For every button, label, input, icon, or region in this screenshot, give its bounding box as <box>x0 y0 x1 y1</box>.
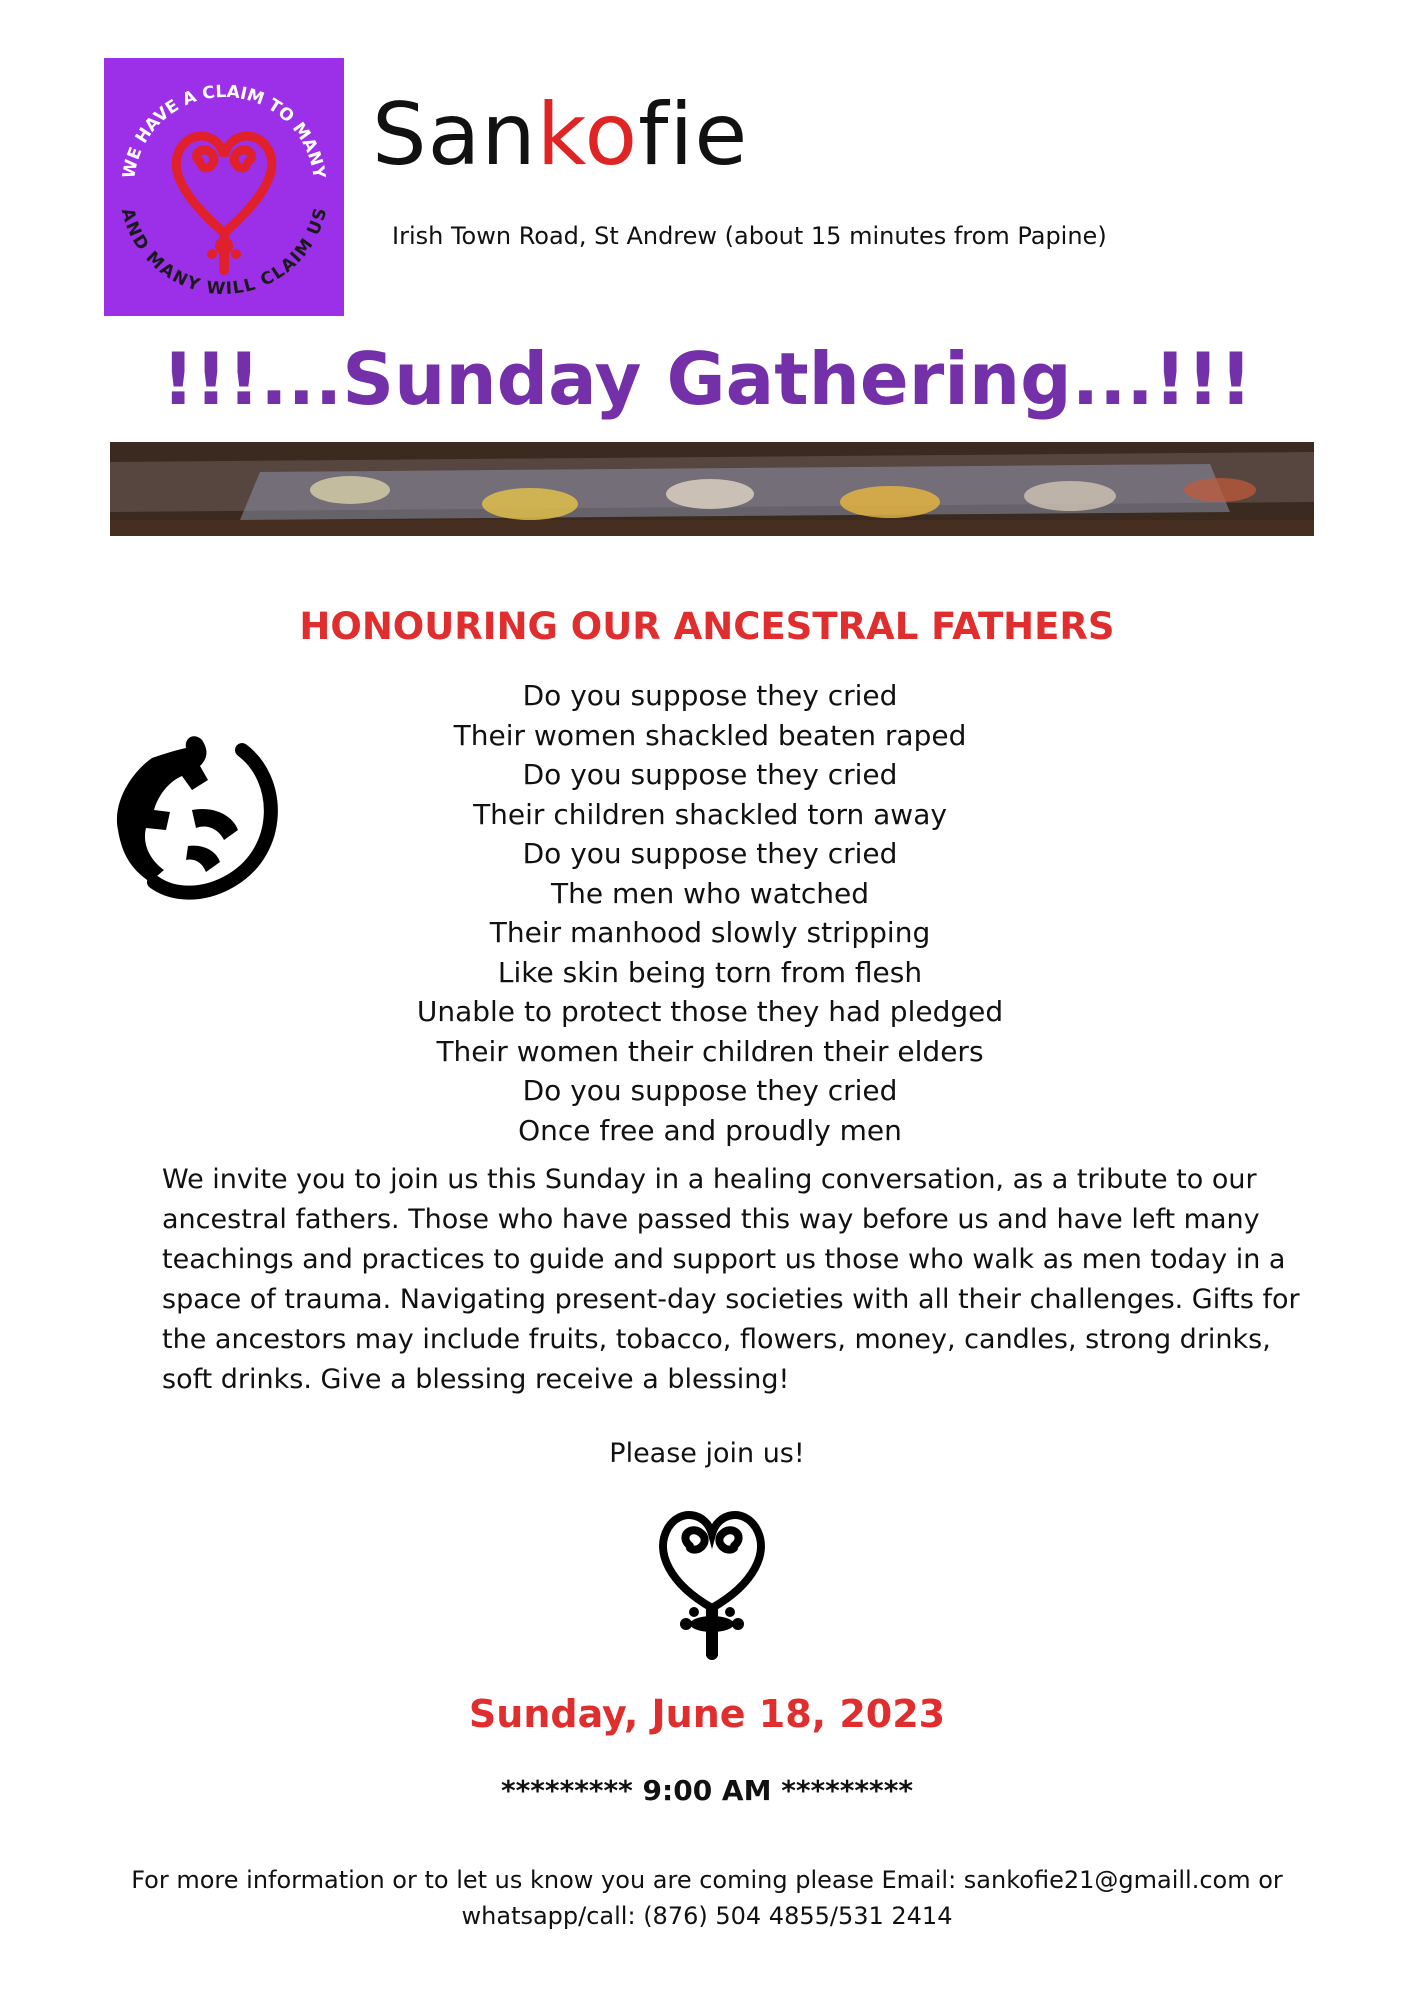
poem-line: Their women shackled beaten raped <box>453 718 967 752</box>
brand-part-1: San <box>372 85 537 185</box>
logo-top-text: WE HAVE A CLAIM TO MANY <box>119 81 329 181</box>
sankofa-heart-icon <box>176 136 272 233</box>
banner-title: !!!...Sunday Gathering...!!! <box>161 337 1253 421</box>
svg-text:WE HAVE A CLAIM TO MANY <box>119 82 329 181</box>
sankofa-symbol-icon <box>650 1500 774 1660</box>
gye-nyame-icon <box>92 710 284 910</box>
contact-info <box>100 1862 1314 1934</box>
sankofie-logo <box>104 58 344 316</box>
section-title: HONOURING OUR ANCESTRAL FATHERS <box>299 605 1115 648</box>
join-text: Please join us! <box>609 1438 805 1469</box>
poem-line: The men who watched <box>551 876 869 910</box>
banner-photo <box>110 442 1314 536</box>
poem-line: Their manhood slowly stripping <box>489 916 931 949</box>
poem-line: Once free and proudly men <box>518 1113 902 1147</box>
poem-line: Unable to protect those they had pledged <box>416 995 1004 1028</box>
brand-part-2: ko <box>536 85 639 185</box>
poem-line: Their children shackled torn away <box>473 797 947 831</box>
brand-name <box>372 85 749 185</box>
poem-line: Do you suppose they cried <box>522 1074 898 1107</box>
event-date: Sunday, June 18, 2023 <box>468 1692 946 1736</box>
poem-line: Like skin being torn from flesh <box>497 955 923 989</box>
event-time: ********* 9:00 AM ********* <box>501 1774 913 1807</box>
poem-line: Do you suppose they cried <box>522 837 898 870</box>
logo-bottom-text: AND MANY WILL CLAIM US <box>116 206 332 300</box>
invitation-text: We invite you to join us this Sunday in a healing conversation, as a tribute to our ancestral fathers. Those who have passed this way before us and have left many teachings and practices to guide and support us those who walk as men today in a space of trauma. Navigating present-day societies with all their challenges. Gifts for the ancestors may include fruits, tobacco, flowers, money, candles, strong drinks, soft drinks. Give a blessing receive a blessing! <box>162 1164 1300 1395</box>
contact-line-2: whatsapp/call: (876) 504 4855/531 2414 <box>461 1902 953 1930</box>
poem-line: Do you suppose they cried <box>522 679 898 712</box>
address: Irish Town Road, St Andrew (about 15 minutes from Papine) <box>392 222 1107 250</box>
poem <box>320 676 1100 1150</box>
brand-part-3: fie <box>638 85 749 185</box>
contact-line-1: For more information or to let us know you are coming please Email: sankofie21@gmaill.com or <box>131 1866 1283 1894</box>
poem-line: Their women their children their elders <box>436 1034 984 1068</box>
poem-line: Do you suppose they cried <box>522 758 898 791</box>
